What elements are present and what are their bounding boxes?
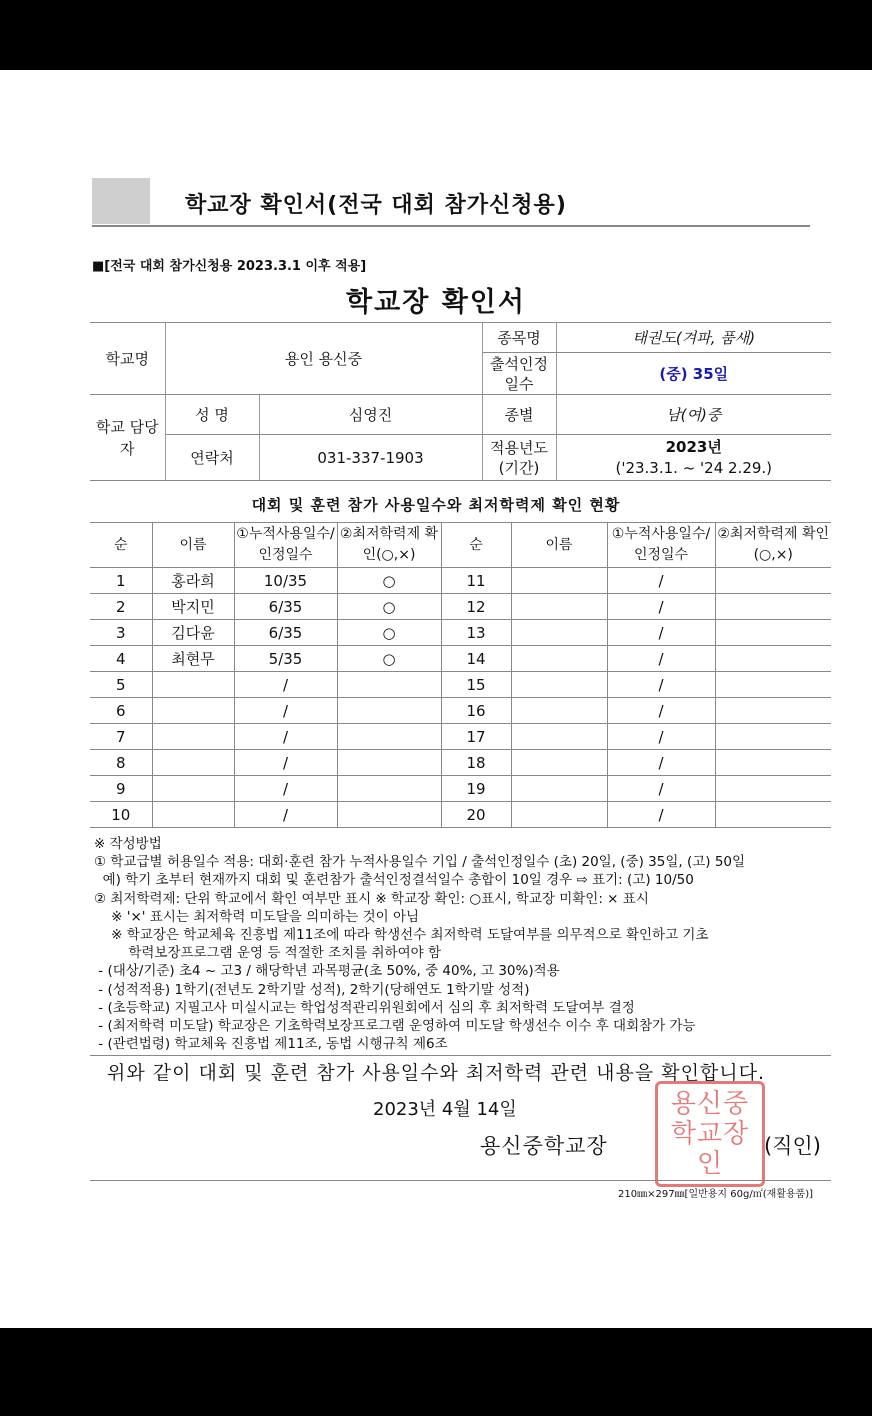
cell-days: 6/35 [234,594,337,620]
cell-days2: / [607,568,715,594]
cell-no: 2 [90,594,152,620]
cell-no: 8 [90,750,152,776]
instruction-line: - (성적적용) 1학기(전년도 2학기말 성적), 2학기(당해연도 1학기말 성적) [94,981,530,998]
cell-check: ○ [337,646,441,672]
header-grey-box [92,178,150,224]
cell-check [337,776,441,802]
cell-no2: 17 [441,724,511,750]
official-seal [655,1081,765,1187]
cell-no: 5 [90,672,152,698]
table-row [90,750,831,776]
instruction-line: - (초등학교) 지필고사 미실시교는 학업성적관리위원회에서 심의 후 최저학력 도달여부 결정 [94,999,635,1016]
cell-no: 10 [90,802,152,828]
cell-check [337,724,441,750]
gender-value: 남(여)중 [556,395,831,435]
cell-check2 [715,568,831,594]
contact-label: 연락처 [165,435,259,481]
instruction-line: ※ '×' 표시는 최저학력 미도달을 의미하는 것이 아님 [94,908,420,925]
table-row [90,698,831,724]
instruction-line: - (관련법령) 학교체육 진흥법 제11조, 동법 시행규칙 제6조 [94,1036,448,1053]
name-label: 성 명 [165,395,259,435]
cell-days: 5/35 [234,646,337,672]
cell-name2 [511,776,607,802]
separator-line [90,1055,831,1056]
cell-name [152,672,234,698]
gender-label: 종별 [482,395,556,435]
instruction-line: ① 학교급별 허용일수 적용: 대회·훈련 참가 누적사용일수 기입 / 출석인정일수 (초) 20일, (중) 35일, (고) 50일 [94,854,746,871]
cell-name2 [511,620,607,646]
seal-label: (직인) [764,1134,821,1158]
cell-check2 [715,698,831,724]
cell-name: 박지민 [152,594,234,620]
table-row [90,594,831,620]
cell-check2 [715,594,831,620]
cell-name2 [511,568,607,594]
attend-value: (중) 35일 [556,353,831,395]
cell-check2 [715,620,831,646]
cell-name2 [511,724,607,750]
principal-signature: 용신중학교장 [480,1134,608,1158]
section-title: 대회 및 훈련 참가 사용일수와 최저학력제 확인 현황 [251,496,621,514]
header-underline [92,225,810,227]
cell-days: 10/35 [234,568,337,594]
cell-days2: / [607,620,715,646]
table-header-row [90,523,831,568]
header-check: ②최저학력제 확인(○,×) [337,523,441,568]
header-days-2: ①누적사용일수/인정일수 [607,523,715,568]
cell-name2 [511,672,607,698]
name-value: 심영진 [259,395,482,435]
cell-name [152,802,234,828]
cell-check [337,698,441,724]
cell-no2: 11 [441,568,511,594]
applicability-note: ■[전국 대회 참가신청용 2023.3.1 이후 적용] [92,259,367,274]
writing-instructions [94,835,834,1053]
cell-days2: / [607,802,715,828]
cell-no2: 12 [441,594,511,620]
cell-no: 3 [90,620,152,646]
cell-check: ○ [337,620,441,646]
cell-check: ○ [337,568,441,594]
cell-days: / [234,698,337,724]
event-value: 태권도(겨파, 품새) [556,323,831,353]
cell-no: 7 [90,724,152,750]
year-label: 적용년도 (기간) [482,435,556,481]
seal-lettering: 용신중학교장인 [670,1089,750,1179]
staff-label: 학교 담당자 [90,395,165,481]
table-row [90,776,831,802]
cell-no: 6 [90,698,152,724]
event-label: 종목명 [482,323,556,353]
cell-name [152,698,234,724]
cell-no: 4 [90,646,152,672]
cell-name: 최현무 [152,646,234,672]
cell-name2 [511,698,607,724]
cell-days2: / [607,724,715,750]
document-page [0,70,872,1328]
issue-date: 2023년 4월 14일 [373,1099,517,1120]
cell-days2: / [607,750,715,776]
header-name: 이름 [152,523,234,568]
instruction-line: 학력보장프로그램 운영 등 적절한 조치를 취하여야 함 [94,945,441,962]
cell-check2 [715,646,831,672]
table-row [90,672,831,698]
instruction-line: - (대상/기준) 초4 ~ 고3 / 해당학년 과목평균(초 50%, 중 40%, 고 30%)적용 [94,963,560,980]
cell-days2: / [607,594,715,620]
document-header-title: 학교장 확인서(전국 대회 참가신청용) [185,193,567,218]
cell-no2: 16 [441,698,511,724]
cell-name2 [511,646,607,672]
instruction-line: ※ 학교장은 학교체육 진흥법 제11조에 따라 학생선수 최저학력 도달여부를 의무적으로 확인하고 기초 [94,927,709,944]
cell-name2 [511,750,607,776]
cell-days: / [234,776,337,802]
cell-days2: / [607,672,715,698]
cell-name [152,750,234,776]
cell-days: / [234,724,337,750]
cell-check2 [715,802,831,828]
cell-days: / [234,802,337,828]
table-row [90,568,831,594]
cell-name2 [511,802,607,828]
instruction-line: 예) 학기 초부터 현재까지 대회 및 훈련참가 출석인정결석일수 총합이 10일 경우 ⇨ 표기: (고) 10/50 [94,872,694,889]
cell-no: 1 [90,568,152,594]
instruction-line: - (최저학력 미도달) 학교장은 기초학력보장프로그램 운영하여 미도달 학생선수 이수 후 대회참가 가능 [94,1018,696,1035]
cell-name: 김다윤 [152,620,234,646]
confirmation-statement: 위와 같이 대회 및 훈련 참가 사용일수와 최저학력 관련 내용을 확인합니다. [106,1062,766,1084]
cell-name [152,724,234,750]
year-value: 2023년 [665,437,722,456]
year-cell [556,435,831,481]
cell-no2: 14 [441,646,511,672]
attend-label: 출석인정 일수 [482,353,556,395]
cell-check [337,672,441,698]
cell-no: 9 [90,776,152,802]
cell-days2: / [607,698,715,724]
header-check-2: ②최저학력제 확인(○,×) [715,523,831,568]
table-row [90,802,831,828]
bottom-line [90,1180,831,1181]
contact-value: 031-337-1903 [259,435,482,481]
cell-name [152,776,234,802]
main-title: 학교장 확인서 [346,287,526,318]
athlete-table [90,522,831,828]
cell-check [337,802,441,828]
cell-days: 6/35 [234,620,337,646]
cell-name: 홍라희 [152,568,234,594]
cell-no2: 13 [441,620,511,646]
cell-check [337,750,441,776]
header-days: ①누적사용일수/인정일수 [234,523,337,568]
cell-no2: 19 [441,776,511,802]
cell-check: ○ [337,594,441,620]
table-row [90,620,831,646]
cell-name2 [511,594,607,620]
cell-days2: / [607,646,715,672]
cell-no2: 20 [441,802,511,828]
school-info-table [90,322,831,481]
cell-days: / [234,750,337,776]
cell-check2 [715,672,831,698]
header-no: 순 [90,523,152,568]
header-name-2: 이름 [511,523,607,568]
table-row [90,724,831,750]
school-label: 학교명 [90,323,165,395]
table-row [90,646,831,672]
year-period: ('23.3.1. ~ '24 2.29.) [615,458,773,477]
cell-days: / [234,672,337,698]
instruction-line: ※ 작성방법 [94,836,162,852]
cell-check2 [715,776,831,802]
cell-no2: 15 [441,672,511,698]
school-name: 용인 용신중 [165,323,482,395]
paper-spec-footer: 210㎜×297㎜[일반용지 60g/㎡(재활용품)] [618,1189,814,1200]
cell-check2 [715,724,831,750]
cell-days2: / [607,776,715,802]
cell-no2: 18 [441,750,511,776]
header-no-2: 순 [441,523,511,568]
instruction-line: ② 최저학력제: 단위 학교에서 확인 여부만 표시 ※ 학교장 확인: ○표시, 학교장 미확인: × 표시 [94,890,649,907]
cell-check2 [715,750,831,776]
